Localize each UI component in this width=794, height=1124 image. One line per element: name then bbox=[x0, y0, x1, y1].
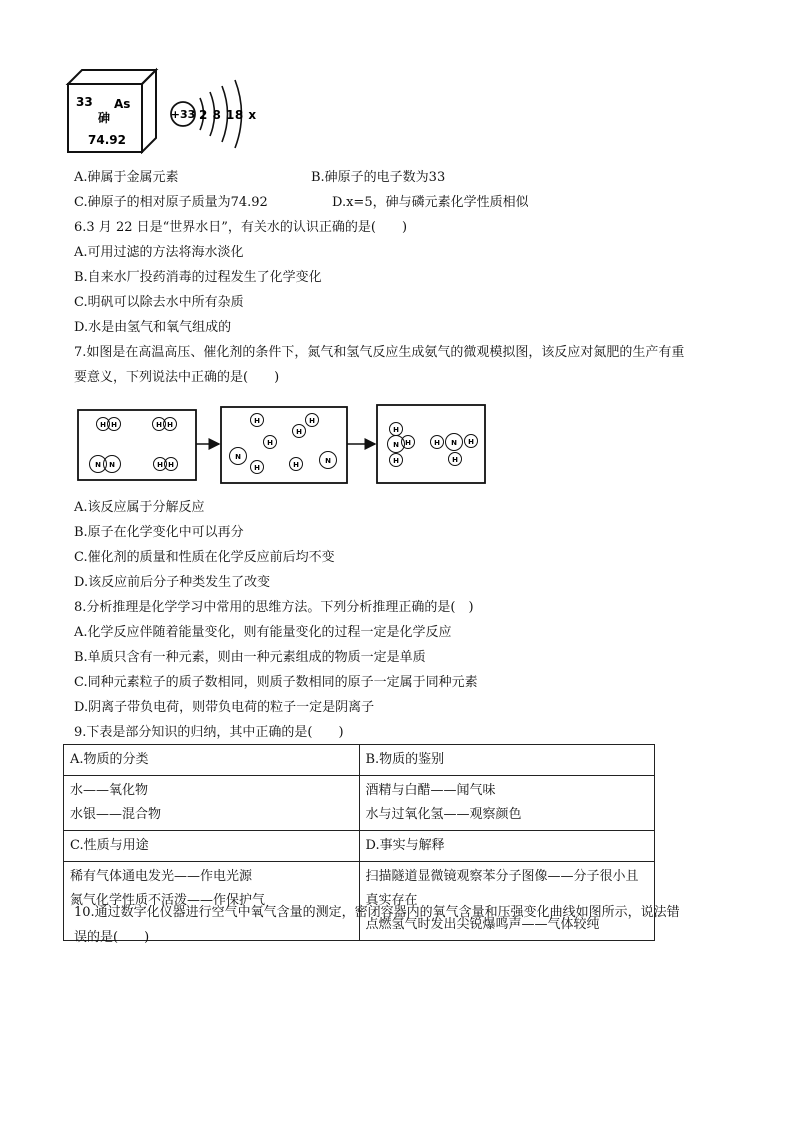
arsenic-element-figure bbox=[60, 62, 260, 154]
svg-text:N: N bbox=[235, 453, 241, 461]
svg-text:H: H bbox=[167, 421, 173, 429]
svg-text:N: N bbox=[451, 439, 457, 447]
table-cell bbox=[359, 862, 655, 941]
question-10-stem-line2: 误的是( ) bbox=[74, 930, 150, 945]
element-name: 砷 bbox=[98, 111, 111, 125]
option-7a: A.该反应属于分解反应 bbox=[74, 500, 205, 515]
cell-heading-d: D.事实与解释 bbox=[365, 838, 445, 853]
hydrogen-atom bbox=[264, 436, 277, 449]
svg-text:H: H bbox=[267, 439, 273, 447]
atomic-number: 33 bbox=[76, 95, 93, 109]
question-8-stem: 8.分析推理是化学学习中常用的思维方法。下列分析推理正确的是( ) bbox=[74, 600, 474, 615]
svg-text:H: H bbox=[157, 461, 163, 469]
hydrogen-atom bbox=[306, 414, 319, 427]
element-symbol: As bbox=[114, 97, 131, 111]
table-cell bbox=[359, 776, 655, 831]
option-8a: A.化学反应伴随着能量变化，则有能量变化的过程一定是化学反应 bbox=[74, 625, 452, 640]
hydrogen-atom bbox=[293, 425, 306, 438]
cell-heading-c: C.性质与用途 bbox=[70, 838, 149, 853]
card-side-face bbox=[142, 70, 156, 152]
table-cell bbox=[64, 776, 360, 831]
cell-heading-a: A.物质的分类 bbox=[70, 752, 149, 767]
nitrogen-atom bbox=[320, 452, 337, 469]
option-7d: D.该反应前后分子种类发生了改变 bbox=[74, 575, 271, 590]
ammonia-molecule bbox=[388, 423, 415, 467]
cell-line: 点燃氢气时发出尖锐爆鸣声——气体较纯 bbox=[365, 917, 600, 932]
atomic-mass: 74.92 bbox=[88, 133, 126, 147]
cell-line: 氮气化学性质不活泼——作保护气 bbox=[70, 893, 266, 908]
option-5d: D.x=5，砷与磷元素化学性质相似 bbox=[332, 195, 529, 210]
option-5b: B.砷原子的电子数为33 bbox=[311, 170, 446, 185]
cell-line: 水与过氧化氢——观察颜色 bbox=[365, 807, 522, 822]
table-cell bbox=[359, 745, 655, 776]
table-cell bbox=[359, 831, 655, 862]
svg-text:H: H bbox=[434, 439, 440, 447]
option-6c: C.明矾可以除去水中所有杂质 bbox=[74, 295, 244, 310]
svg-text:N: N bbox=[325, 457, 331, 465]
svg-text:H: H bbox=[156, 421, 162, 429]
cell-line: 水银——混合物 bbox=[70, 807, 162, 822]
svg-text:H: H bbox=[168, 461, 174, 469]
hydrogen-atom bbox=[290, 458, 303, 471]
option-7b: B.原子在化学变化中可以再分 bbox=[74, 525, 244, 540]
svg-text:H: H bbox=[296, 428, 302, 436]
reactants-box bbox=[78, 410, 196, 480]
cell-heading-b: B.物质的鉴别 bbox=[365, 752, 445, 767]
table-row bbox=[64, 745, 655, 776]
svg-text:N: N bbox=[95, 461, 101, 469]
svg-text:H: H bbox=[254, 464, 260, 472]
hydrogen-molecule bbox=[153, 418, 177, 431]
option-8b: B.单质只含有一种元素，则由一种元素组成的物质一定是单质 bbox=[74, 650, 426, 665]
atoms-box bbox=[221, 407, 347, 483]
ammonia-reaction-diagram bbox=[74, 404, 488, 488]
option-6b: B.自来水厂投药消毒的过程发生了化学变化 bbox=[74, 270, 322, 285]
ammonia-molecule bbox=[431, 434, 478, 466]
table-row bbox=[64, 776, 655, 831]
question-10-stem-line1: 10.通过数字化仪器进行空气中氧气含量的测定，密闭容器内的氧气含量和压强变化曲线如图所示，说法错 bbox=[74, 905, 680, 920]
option-8d: D.阴离子带负电荷，则带负电荷的粒子一定是阴离子 bbox=[74, 700, 375, 715]
option-7c: C.催化剂的质量和性质在化学反应前后均不变 bbox=[74, 550, 335, 565]
svg-text:H: H bbox=[309, 417, 315, 425]
cell-line: 扫描隧道显微镜观察苯分子图像——分子很小且真实存在 bbox=[365, 869, 639, 908]
nitrogen-atom bbox=[230, 448, 247, 465]
svg-text:N: N bbox=[109, 461, 115, 469]
svg-text:H: H bbox=[405, 439, 411, 447]
svg-text:H: H bbox=[393, 426, 399, 434]
hydrogen-molecule bbox=[154, 458, 178, 471]
nitrogen-molecule bbox=[90, 456, 121, 473]
hydrogen-molecule bbox=[97, 418, 121, 431]
cell-line: 水——氧化物 bbox=[70, 783, 149, 798]
table-cell bbox=[64, 831, 360, 862]
cell-line: 稀有气体通电发光——作电光源 bbox=[70, 869, 253, 884]
table-cell bbox=[64, 745, 360, 776]
svg-text:H: H bbox=[254, 417, 260, 425]
option-5c: C.砷原子的相对原子质量为74.92 bbox=[74, 195, 268, 210]
option-6d: D.水是由氢气和氧气组成的 bbox=[74, 320, 232, 335]
table-row bbox=[64, 831, 655, 862]
option-5a: A.砷属于金属元素 bbox=[74, 170, 179, 185]
hydrogen-atom bbox=[251, 461, 264, 474]
shell-electrons: 2 8 18 x bbox=[199, 108, 257, 122]
question-7-stem-line1: 7.如图是在高温高压、催化剂的条件下，氮气和氢气反应生成氨气的微观模拟图，该反应对氮肥的生产有重 bbox=[74, 345, 685, 360]
nucleus-charge: +33 bbox=[170, 108, 196, 121]
question-9-stem: 9.下表是部分知识的归纳，其中正确的是( ) bbox=[74, 725, 344, 740]
svg-text:H: H bbox=[393, 457, 399, 465]
question-7-stem-line2: 要意义，下列说法中正确的是( ) bbox=[74, 370, 280, 385]
svg-text:H: H bbox=[452, 456, 458, 464]
option-6a: A.可用过滤的方法将海水淡化 bbox=[74, 245, 244, 260]
svg-text:H: H bbox=[100, 421, 106, 429]
hydrogen-atom bbox=[251, 414, 264, 427]
cell-line: 酒精与白醋——闻气味 bbox=[365, 783, 496, 798]
option-8c: C.同种元素粒子的质子数相同，则质子数相同的原子一定属于同种元素 bbox=[74, 675, 478, 690]
question-6-stem: 6.3 月 22 日是“世界水日”，有关水的认识正确的是( ) bbox=[74, 220, 408, 235]
svg-text:N: N bbox=[393, 441, 399, 449]
svg-text:H: H bbox=[293, 461, 299, 469]
svg-text:H: H bbox=[111, 421, 117, 429]
table-row bbox=[64, 862, 655, 941]
svg-text:H: H bbox=[468, 438, 474, 446]
